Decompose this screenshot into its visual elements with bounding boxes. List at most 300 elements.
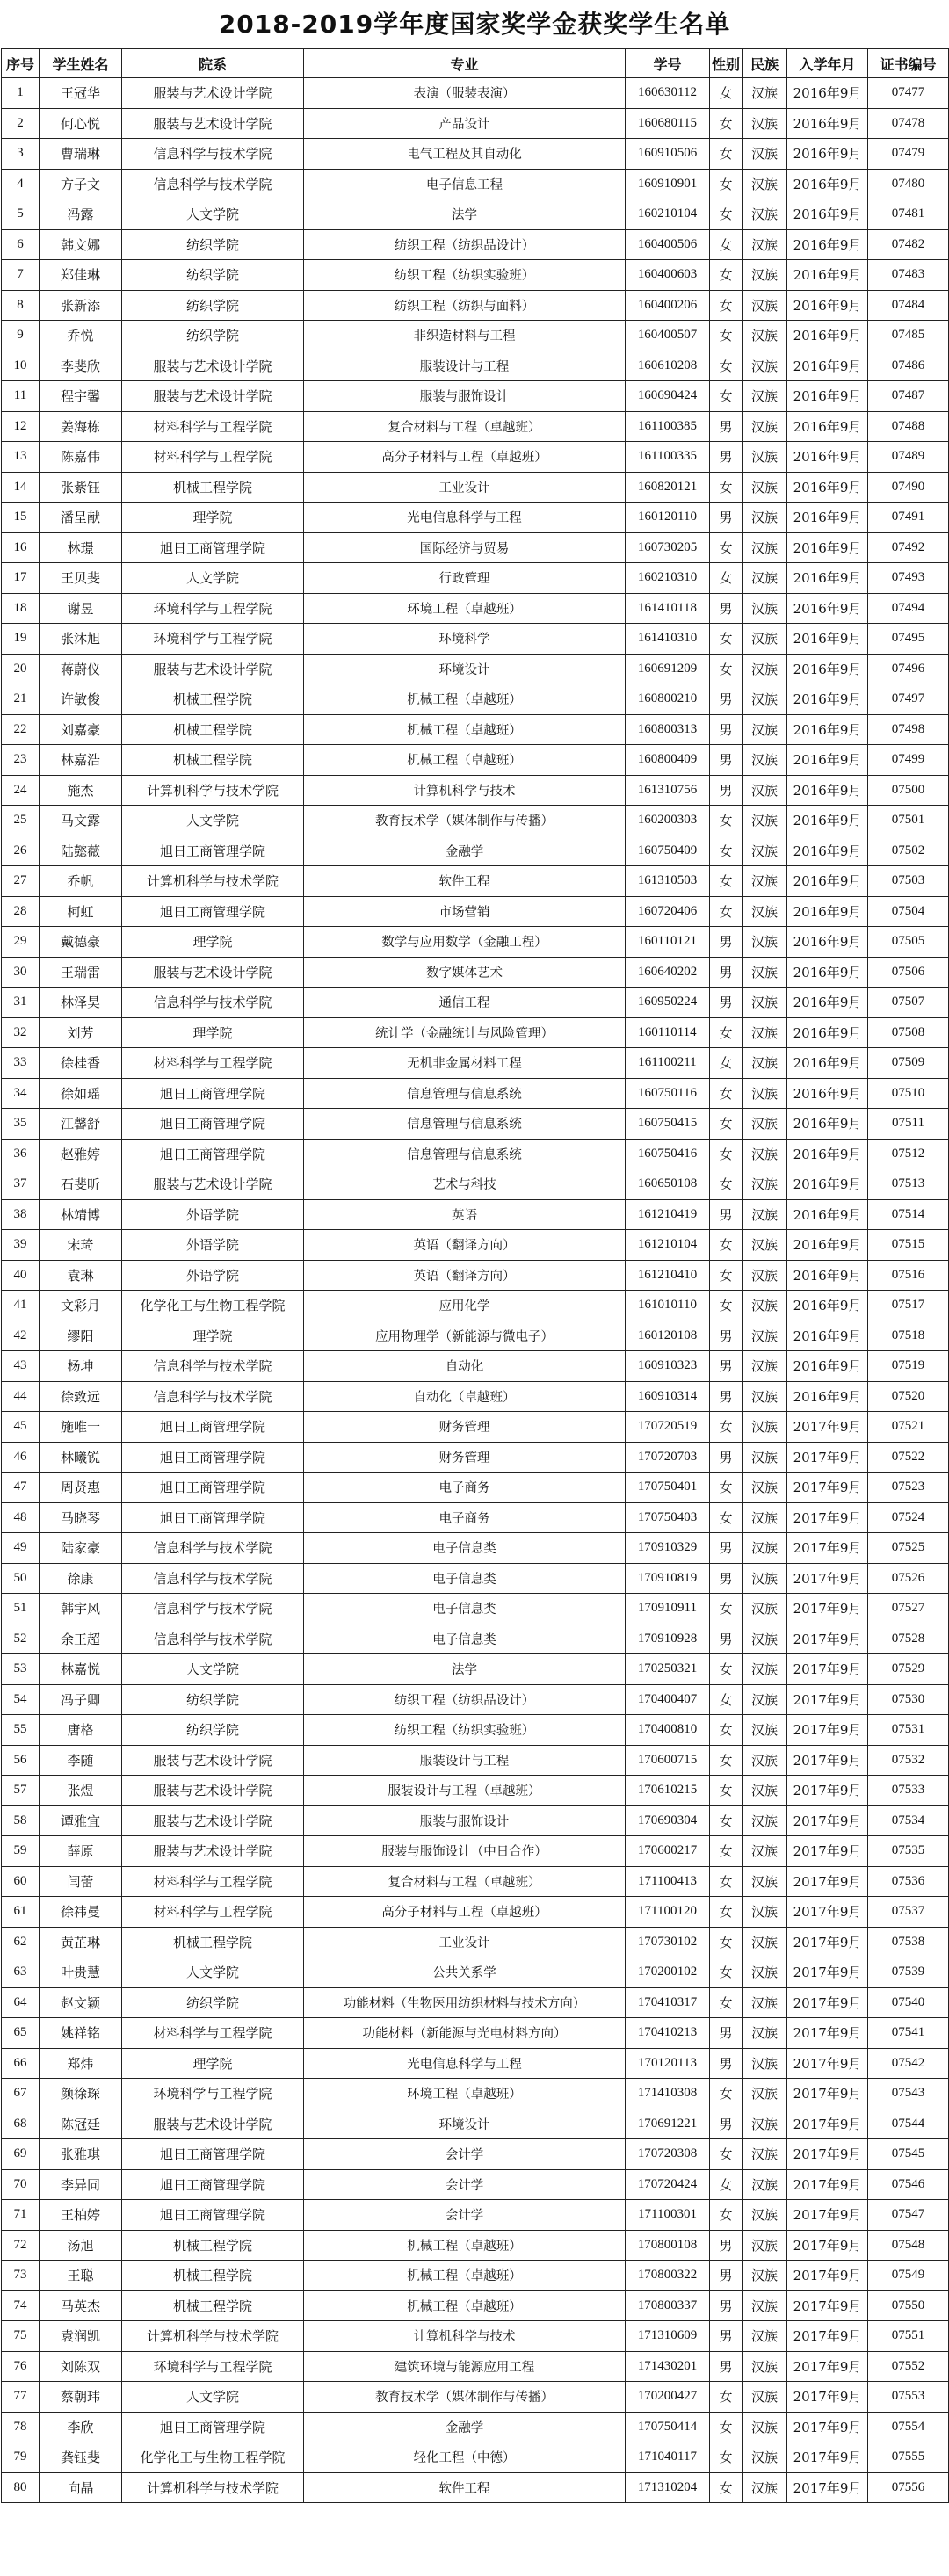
cell-department: 人文学院 <box>122 806 304 836</box>
cell-gender: 男 <box>710 1199 743 1230</box>
cell-index: 58 <box>2 1805 40 1836</box>
cell-gender: 女 <box>710 1078 743 1109</box>
cell-name: 李斐欣 <box>40 351 122 381</box>
cell-name: 戴德豪 <box>40 927 122 958</box>
cell-gender: 女 <box>710 2169 743 2200</box>
cell-index: 70 <box>2 2169 40 2200</box>
cell-index: 40 <box>2 1260 40 1291</box>
cell-student-id: 170400407 <box>626 1684 710 1715</box>
cell-index: 48 <box>2 1502 40 1533</box>
table-row <box>2 290 949 321</box>
table-row <box>2 139 949 170</box>
cell-name: 宋琦 <box>40 1230 122 1261</box>
table-row <box>2 2412 949 2442</box>
cell-department: 信息科学与技术学院 <box>122 169 304 199</box>
cell-name: 马英杰 <box>40 2290 122 2321</box>
cell-ethnicity: 汉族 <box>743 1957 787 1988</box>
cell-major: 环境设计 <box>304 654 626 684</box>
cell-ethnicity: 汉族 <box>743 624 787 655</box>
cell-student-id: 171310204 <box>626 2472 710 2503</box>
cell-department: 旭日工商管理学院 <box>122 532 304 563</box>
cell-certificate: 07494 <box>868 593 949 624</box>
cell-department: 计算机科学与技术学院 <box>122 2472 304 2503</box>
cell-student-id: 160110121 <box>626 927 710 958</box>
cell-ethnicity: 汉族 <box>743 2321 787 2352</box>
cell-department: 环境科学与工程学院 <box>122 2079 304 2109</box>
cell-name: 王聪 <box>40 2261 122 2291</box>
cell-student-id: 170720424 <box>626 2169 710 2200</box>
cell-major: 电子信息类 <box>304 1563 626 1594</box>
cell-enrollment: 2016年9月 <box>787 1291 868 1321</box>
cell-index: 21 <box>2 684 40 715</box>
cell-student-id: 171310609 <box>626 2321 710 2352</box>
cell-student-id: 170610215 <box>626 1776 710 1806</box>
cell-certificate: 07496 <box>868 654 949 684</box>
cell-department: 外语学院 <box>122 1260 304 1291</box>
cell-gender: 男 <box>710 1321 743 1351</box>
cell-index: 12 <box>2 411 40 442</box>
cell-major: 无机非金属材料工程 <box>304 1048 626 1079</box>
cell-department: 旭日工商管理学院 <box>122 2139 304 2170</box>
cell-index: 5 <box>2 199 40 230</box>
cell-ethnicity: 汉族 <box>743 2261 787 2291</box>
cell-ethnicity: 汉族 <box>743 2139 787 2170</box>
cell-gender: 女 <box>710 1260 743 1291</box>
cell-major: 高分子材料与工程（卓越班） <box>304 1897 626 1928</box>
cell-name: 陈嘉伟 <box>40 442 122 473</box>
cell-ethnicity: 汉族 <box>743 78 787 109</box>
table-row <box>2 593 949 624</box>
cell-certificate: 07519 <box>868 1351 949 1382</box>
cell-student-id: 160680115 <box>626 108 710 139</box>
cell-certificate: 07525 <box>868 1533 949 1564</box>
cell-department: 服装与艺术设计学院 <box>122 108 304 139</box>
cell-student-id: 160720406 <box>626 896 710 927</box>
table-row <box>2 108 949 139</box>
cell-name: 王贝斐 <box>40 563 122 594</box>
table-row <box>2 2109 949 2139</box>
cell-ethnicity: 汉族 <box>743 2290 787 2321</box>
cell-gender: 女 <box>710 472 743 503</box>
cell-department: 旭日工商管理学院 <box>122 2412 304 2442</box>
cell-certificate: 07556 <box>868 2472 949 2503</box>
cell-gender: 女 <box>710 532 743 563</box>
cell-name: 谢昱 <box>40 593 122 624</box>
cell-student-id: 170800322 <box>626 2261 710 2291</box>
cell-department: 外语学院 <box>122 1230 304 1261</box>
cell-name: 刘嘉豪 <box>40 714 122 745</box>
cell-name: 唐格 <box>40 1715 122 1746</box>
cell-enrollment: 2017年9月 <box>787 2169 868 2200</box>
cell-gender: 女 <box>710 2412 743 2442</box>
cell-ethnicity: 汉族 <box>743 1563 787 1594</box>
cell-enrollment: 2017年9月 <box>787 1866 868 1897</box>
table-row <box>2 411 949 442</box>
cell-student-id: 170120113 <box>626 2048 710 2079</box>
cell-major: 市场营销 <box>304 896 626 927</box>
cell-name: 余王超 <box>40 1624 122 1654</box>
cell-index: 59 <box>2 1836 40 1867</box>
cell-index: 39 <box>2 1230 40 1261</box>
cell-gender: 女 <box>710 108 743 139</box>
cell-ethnicity: 汉族 <box>743 381 787 412</box>
cell-gender: 女 <box>710 1502 743 1533</box>
cell-gender: 男 <box>710 2351 743 2382</box>
cell-student-id: 161410118 <box>626 593 710 624</box>
cell-major: 法学 <box>304 199 626 230</box>
cell-gender: 女 <box>710 260 743 291</box>
cell-department: 材料科学与工程学院 <box>122 1897 304 1928</box>
cell-name: 闫蕾 <box>40 1866 122 1897</box>
cell-certificate: 07505 <box>868 927 949 958</box>
table-row <box>2 2382 949 2413</box>
cell-ethnicity: 汉族 <box>743 654 787 684</box>
cell-student-id: 160950224 <box>626 988 710 1018</box>
cell-certificate: 07524 <box>868 1502 949 1533</box>
table-row <box>2 957 949 988</box>
cell-name: 徐如瑶 <box>40 1078 122 1109</box>
cell-enrollment: 2016年9月 <box>787 78 868 109</box>
cell-ethnicity: 汉族 <box>743 1048 787 1079</box>
cell-ethnicity: 汉族 <box>743 442 787 473</box>
cell-index: 26 <box>2 836 40 866</box>
table-row <box>2 503 949 533</box>
cell-name: 杨坤 <box>40 1351 122 1382</box>
table-row <box>2 2139 949 2170</box>
cell-ethnicity: 汉族 <box>743 745 787 776</box>
table-body <box>2 78 949 2503</box>
cell-index: 34 <box>2 1078 40 1109</box>
cell-index: 14 <box>2 472 40 503</box>
cell-major: 轻化工程（中德） <box>304 2442 626 2473</box>
cell-student-id: 160400206 <box>626 290 710 321</box>
cell-ethnicity: 汉族 <box>743 2382 787 2413</box>
cell-ethnicity: 汉族 <box>743 1866 787 1897</box>
table-row <box>2 1533 949 1564</box>
cell-gender: 女 <box>710 351 743 381</box>
cell-name: 王瑞雷 <box>40 957 122 988</box>
cell-certificate: 07544 <box>868 2109 949 2139</box>
cell-student-id: 170910329 <box>626 1533 710 1564</box>
cell-student-id: 160210104 <box>626 199 710 230</box>
cell-ethnicity: 汉族 <box>743 2230 787 2261</box>
table-row <box>2 2048 949 2079</box>
cell-department: 理学院 <box>122 2048 304 2079</box>
table-row <box>2 927 949 958</box>
cell-student-id: 171100301 <box>626 2200 710 2231</box>
cell-enrollment: 2017年9月 <box>787 2472 868 2503</box>
cell-certificate: 07553 <box>868 2382 949 2413</box>
cell-ethnicity: 汉族 <box>743 1776 787 1806</box>
cell-student-id: 161100211 <box>626 1048 710 1079</box>
cell-index: 32 <box>2 1017 40 1048</box>
cell-certificate: 07528 <box>868 1624 949 1654</box>
cell-major: 数字媒体艺术 <box>304 957 626 988</box>
cell-gender: 女 <box>710 1594 743 1624</box>
cell-name: 李随 <box>40 1745 122 1776</box>
cell-major: 环境工程（卓越班） <box>304 2079 626 2109</box>
cell-enrollment: 2016年9月 <box>787 1109 868 1140</box>
cell-index: 4 <box>2 169 40 199</box>
cell-enrollment: 2017年9月 <box>787 2382 868 2413</box>
cell-enrollment: 2017年9月 <box>787 2351 868 2382</box>
cell-enrollment: 2016年9月 <box>787 472 868 503</box>
cell-major: 纺织工程（纺织品设计） <box>304 229 626 260</box>
cell-department: 旭日工商管理学院 <box>122 896 304 927</box>
cell-department: 材料科学与工程学院 <box>122 2018 304 2049</box>
col-header-student-id: 学号 <box>626 49 710 78</box>
cell-department: 旭日工商管理学院 <box>122 1412 304 1443</box>
col-header-index: 序号 <box>2 49 40 78</box>
cell-name: 薛原 <box>40 1836 122 1867</box>
cell-ethnicity: 汉族 <box>743 1017 787 1048</box>
cell-gender: 女 <box>710 836 743 866</box>
cell-enrollment: 2016年9月 <box>787 503 868 533</box>
cell-index: 78 <box>2 2412 40 2442</box>
cell-major: 教育技术学（媒体制作与传播） <box>304 806 626 836</box>
cell-index: 27 <box>2 866 40 897</box>
cell-department: 化学化工与生物工程学院 <box>122 2442 304 2473</box>
table-row <box>2 866 949 897</box>
cell-gender: 男 <box>710 1351 743 1382</box>
cell-student-id: 160640202 <box>626 957 710 988</box>
cell-certificate: 07489 <box>868 442 949 473</box>
cell-index: 33 <box>2 1048 40 1079</box>
cell-index: 52 <box>2 1624 40 1654</box>
cell-department: 旭日工商管理学院 <box>122 1442 304 1473</box>
cell-name: 林泽昊 <box>40 988 122 1018</box>
cell-gender: 男 <box>710 1624 743 1654</box>
cell-enrollment: 2016年9月 <box>787 1078 868 1109</box>
cell-enrollment: 2017年9月 <box>787 1836 868 1867</box>
cell-certificate: 07488 <box>868 411 949 442</box>
cell-major: 财务管理 <box>304 1412 626 1443</box>
cell-department: 人文学院 <box>122 2382 304 2413</box>
cell-certificate: 07523 <box>868 1473 949 1503</box>
cell-certificate: 07554 <box>868 2412 949 2442</box>
table-row <box>2 1715 949 1746</box>
cell-enrollment: 2016年9月 <box>787 1230 868 1261</box>
cell-enrollment: 2016年9月 <box>787 199 868 230</box>
cell-index: 25 <box>2 806 40 836</box>
cell-department: 旭日工商管理学院 <box>122 2169 304 2200</box>
cell-ethnicity: 汉族 <box>743 199 787 230</box>
cell-ethnicity: 汉族 <box>743 2200 787 2231</box>
cell-student-id: 170600715 <box>626 1745 710 1776</box>
cell-department: 机械工程学院 <box>122 2230 304 2261</box>
cell-index: 20 <box>2 654 40 684</box>
cell-index: 65 <box>2 2018 40 2049</box>
table-row <box>2 2261 949 2291</box>
cell-ethnicity: 汉族 <box>743 1745 787 1776</box>
cell-index: 60 <box>2 1866 40 1897</box>
table-header-row <box>2 49 949 78</box>
cell-gender: 女 <box>710 1412 743 1443</box>
cell-gender: 女 <box>710 896 743 927</box>
cell-certificate: 07485 <box>868 321 949 351</box>
table-row <box>2 2321 949 2352</box>
col-header-certificate: 证书编号 <box>868 49 949 78</box>
table-row <box>2 1199 949 1230</box>
cell-enrollment: 2016年9月 <box>787 1260 868 1291</box>
cell-ethnicity: 汉族 <box>743 1381 787 1412</box>
cell-enrollment: 2016年9月 <box>787 1351 868 1382</box>
cell-enrollment: 2016年9月 <box>787 896 868 927</box>
cell-gender: 女 <box>710 563 743 594</box>
cell-enrollment: 2017年9月 <box>787 1897 868 1928</box>
cell-index: 44 <box>2 1381 40 1412</box>
table-row <box>2 1260 949 1291</box>
table-row <box>2 1442 949 1473</box>
cell-name: 缪阳 <box>40 1321 122 1351</box>
cell-major: 公共关系学 <box>304 1957 626 1988</box>
cell-index: 29 <box>2 927 40 958</box>
cell-department: 旭日工商管理学院 <box>122 2200 304 2231</box>
cell-gender: 男 <box>710 2018 743 2049</box>
cell-gender: 男 <box>710 1381 743 1412</box>
cell-certificate: 07503 <box>868 866 949 897</box>
cell-name: 林璟 <box>40 532 122 563</box>
cell-major: 行政管理 <box>304 563 626 594</box>
cell-certificate: 07510 <box>868 1078 949 1109</box>
cell-enrollment: 2017年9月 <box>787 1624 868 1654</box>
cell-major: 机械工程（卓越班） <box>304 745 626 776</box>
cell-certificate: 07555 <box>868 2442 949 2473</box>
cell-gender: 男 <box>710 745 743 776</box>
cell-certificate: 07501 <box>868 806 949 836</box>
cell-major: 数学与应用数学（金融工程） <box>304 927 626 958</box>
cell-department: 信息科学与技术学院 <box>122 1533 304 1564</box>
cell-major: 金融学 <box>304 836 626 866</box>
cell-name: 张沐旭 <box>40 624 122 655</box>
cell-ethnicity: 汉族 <box>743 2442 787 2473</box>
cell-gender: 女 <box>710 1805 743 1836</box>
table-row <box>2 775 949 806</box>
cell-name: 袁润凯 <box>40 2321 122 2352</box>
cell-student-id: 170690304 <box>626 1805 710 1836</box>
cell-certificate: 07516 <box>868 1260 949 1291</box>
cell-enrollment: 2016年9月 <box>787 775 868 806</box>
cell-ethnicity: 汉族 <box>743 1684 787 1715</box>
cell-gender: 女 <box>710 290 743 321</box>
cell-student-id: 170410317 <box>626 1987 710 2018</box>
cell-department: 服装与艺术设计学院 <box>122 78 304 109</box>
cell-department: 信息科学与技术学院 <box>122 1351 304 1382</box>
cell-student-id: 160610208 <box>626 351 710 381</box>
cell-department: 机械工程学院 <box>122 1927 304 1957</box>
cell-name: 颜徐琛 <box>40 2079 122 2109</box>
cell-ethnicity: 汉族 <box>743 2079 787 2109</box>
table-row <box>2 1017 949 1048</box>
col-header-ethnicity: 民族 <box>743 49 787 78</box>
cell-student-id: 160730205 <box>626 532 710 563</box>
cell-name: 李异同 <box>40 2169 122 2200</box>
cell-enrollment: 2016年9月 <box>787 988 868 1018</box>
cell-name: 何心悦 <box>40 108 122 139</box>
cell-gender: 女 <box>710 2200 743 2231</box>
cell-student-id: 160910314 <box>626 1381 710 1412</box>
cell-major: 功能材料（新能源与光电材料方向） <box>304 2018 626 2049</box>
cell-certificate: 07549 <box>868 2261 949 2291</box>
cell-student-id: 160800313 <box>626 714 710 745</box>
table-row <box>2 199 949 230</box>
cell-department: 材料科学与工程学院 <box>122 1048 304 1079</box>
cell-enrollment: 2016年9月 <box>787 169 868 199</box>
cell-student-id: 161010110 <box>626 1291 710 1321</box>
cell-department: 服装与艺术设计学院 <box>122 2109 304 2139</box>
cell-gender: 女 <box>710 1715 743 1746</box>
cell-enrollment: 2017年9月 <box>787 2018 868 2049</box>
cell-certificate: 07547 <box>868 2200 949 2231</box>
cell-name: 乔悦 <box>40 321 122 351</box>
cell-gender: 女 <box>710 1836 743 1867</box>
cell-department: 服装与艺术设计学院 <box>122 654 304 684</box>
cell-major: 英语（翻译方向） <box>304 1230 626 1261</box>
cell-certificate: 07498 <box>868 714 949 745</box>
cell-index: 28 <box>2 896 40 927</box>
cell-index: 38 <box>2 1199 40 1230</box>
cell-gender: 女 <box>710 1139 743 1169</box>
cell-student-id: 170410213 <box>626 2018 710 2049</box>
cell-index: 43 <box>2 1351 40 1382</box>
cell-certificate: 07536 <box>868 1866 949 1897</box>
table-row <box>2 1109 949 1140</box>
table-row <box>2 381 949 412</box>
cell-major: 会计学 <box>304 2200 626 2231</box>
cell-student-id: 160200303 <box>626 806 710 836</box>
cell-enrollment: 2016年9月 <box>787 927 868 958</box>
cell-student-id: 170910819 <box>626 1563 710 1594</box>
cell-enrollment: 2017年9月 <box>787 1776 868 1806</box>
cell-department: 机械工程学院 <box>122 2261 304 2291</box>
cell-department: 机械工程学院 <box>122 745 304 776</box>
cell-certificate: 07511 <box>868 1109 949 1140</box>
cell-index: 62 <box>2 1927 40 1957</box>
cell-gender: 男 <box>710 593 743 624</box>
cell-name: 石斐昕 <box>40 1169 122 1200</box>
cell-enrollment: 2016年9月 <box>787 381 868 412</box>
cell-student-id: 161310503 <box>626 866 710 897</box>
cell-index: 41 <box>2 1291 40 1321</box>
cell-student-id: 170750414 <box>626 2412 710 2442</box>
cell-index: 23 <box>2 745 40 776</box>
cell-certificate: 07534 <box>868 1805 949 1836</box>
cell-department: 信息科学与技术学院 <box>122 1624 304 1654</box>
cell-index: 17 <box>2 563 40 594</box>
cell-name: 向晶 <box>40 2472 122 2503</box>
cell-index: 80 <box>2 2472 40 2503</box>
cell-department: 服装与艺术设计学院 <box>122 1805 304 1836</box>
cell-index: 50 <box>2 1563 40 1594</box>
cell-certificate: 07500 <box>868 775 949 806</box>
cell-major: 财务管理 <box>304 1442 626 1473</box>
table-row <box>2 169 949 199</box>
cell-ethnicity: 汉族 <box>743 1351 787 1382</box>
cell-certificate: 07486 <box>868 351 949 381</box>
table-row <box>2 2472 949 2503</box>
cell-major: 机械工程（卓越班） <box>304 2261 626 2291</box>
cell-ethnicity: 汉族 <box>743 108 787 139</box>
cell-ethnicity: 汉族 <box>743 1805 787 1836</box>
cell-gender: 女 <box>710 2382 743 2413</box>
cell-enrollment: 2016年9月 <box>787 290 868 321</box>
cell-name: 陆懿薇 <box>40 836 122 866</box>
cell-student-id: 161210104 <box>626 1230 710 1261</box>
cell-index: 22 <box>2 714 40 745</box>
cell-certificate: 07504 <box>868 896 949 927</box>
cell-ethnicity: 汉族 <box>743 229 787 260</box>
cell-major: 金融学 <box>304 2412 626 2442</box>
